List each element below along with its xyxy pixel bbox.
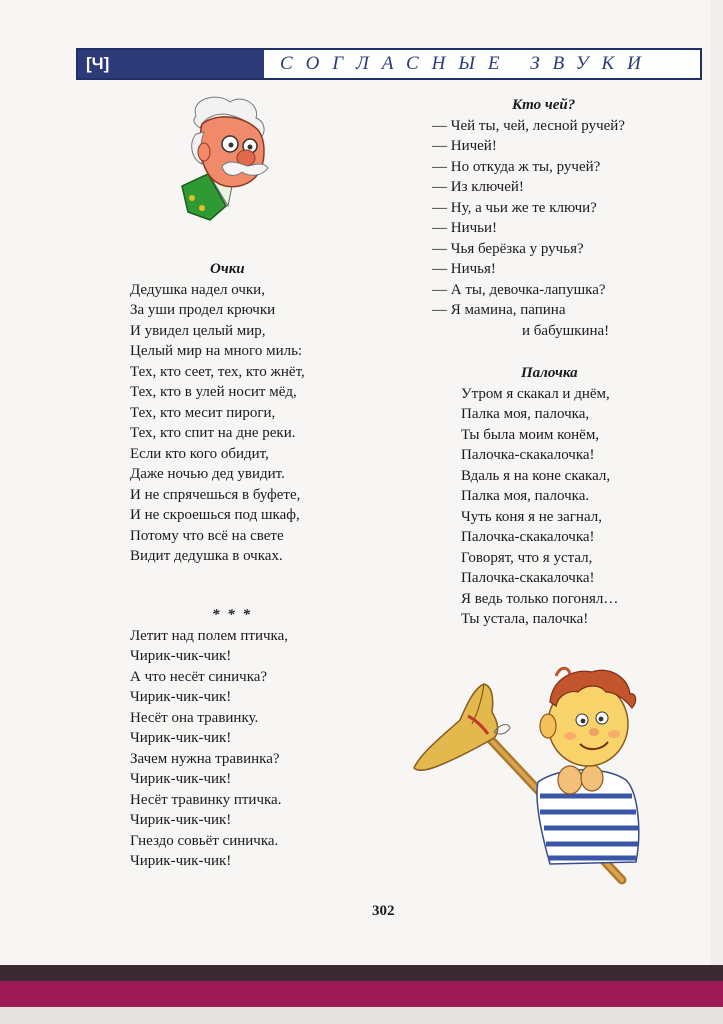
poem-title: Кто чей? (512, 97, 576, 113)
grandpa-icon (170, 94, 282, 222)
poem-line: — Ничьи! (432, 220, 498, 236)
poem-line: — Чей ты, чей, лесной ручей? (432, 117, 625, 134)
poem-line: Потому что всё на свете (130, 527, 284, 544)
poem-line: — Из ключей! (432, 179, 524, 195)
poem-line: Видит дедушка в очках. (130, 548, 283, 564)
poem-line: Чирик-чик-чик! (130, 689, 232, 705)
poem-line: Тех, кто спит на дне реки. (130, 425, 296, 441)
poem-line: Чуть коня я не загнал, (461, 508, 602, 525)
poem-line: Чирик-чик-чик! (130, 812, 232, 828)
poem-line: Чирик-чик-чик! (130, 648, 232, 664)
poem-title: * * * (212, 607, 252, 623)
poem-line: Дедушка надел очки, (130, 281, 265, 298)
poem-line: Тех, кто в улей носит мёд, (130, 384, 297, 400)
page-number: 302 (372, 903, 395, 919)
poem-line: — Ничья! (432, 261, 496, 277)
poem-line: — Я мамина, папина (432, 302, 566, 318)
poem-line: Чирик-чик-чик! (130, 853, 232, 869)
poem-line: — Ничей! (432, 138, 497, 154)
poem-line: — А ты, девочка-лапушка? (432, 281, 606, 298)
poem-line: — Ну, а чьи же те ключи? (432, 199, 597, 216)
scan-bottom-edge (0, 965, 723, 1024)
page-edge (711, 0, 723, 965)
poem-line: Чирик-чик-чик! (130, 771, 232, 787)
poem-line: Палка моя, палочка, (461, 406, 590, 422)
poem-line: Гнездо совьёт синичка. (130, 832, 279, 849)
poem-line: и бабушкина! (432, 322, 610, 339)
poem-line: Ты устала, палочка! (461, 611, 589, 627)
poem-line: За уши продел крючки (130, 302, 276, 318)
poem-line: А что несёт синичка? (130, 668, 268, 685)
poem-line: Тех, кто сеет, тех, кто жнёт, (130, 363, 305, 380)
boy-with-stick-horse-icon (410, 662, 666, 888)
poem-line: — Чья берёзка у ручья? (432, 240, 584, 257)
poem-line: И увидел целый мир, (130, 322, 266, 339)
poem-line: Целый мир на много миль: (130, 343, 303, 359)
poem-line: И не спрячешься в буфете, (130, 486, 301, 503)
poem-line: Если кто кого обидит, (130, 445, 269, 462)
poem-line: Летит над полем птичка, (130, 627, 289, 644)
poem-line: Вдаль я на коне скакал, (461, 467, 611, 484)
poem-line: Палочка-скакалочка! (461, 570, 595, 586)
poem-palochka (461, 363, 618, 630)
poem-line: Тех, кто месит пироги, (130, 404, 276, 421)
letter-badge: [Ч] (78, 50, 264, 78)
poem-line: Несёт она травинку. (130, 709, 259, 726)
poem-line: Палочка-скакалочка! (461, 447, 595, 463)
poem-line: Палочка-скакалочка! (461, 529, 595, 545)
poem-line: Утром я скакал и днём, (461, 385, 610, 402)
poem-line: Даже ночью дед увидит. (130, 466, 285, 482)
poem-title: Очки (210, 261, 245, 277)
section-title: СОГЛАСНЫЕ ЗВУКИ (264, 50, 700, 78)
poem-ptichka (130, 605, 288, 872)
poem-line: Чирик-чик-чик! (130, 730, 232, 746)
poem-ochki (130, 259, 305, 567)
poem-kto-chey (432, 95, 625, 341)
poem-line: — Но откуда ж ты, ручей? (432, 158, 601, 175)
poem-line: Я ведь только погонял… (461, 590, 619, 607)
poem-line: Палка моя, палочка. (461, 488, 590, 504)
poem-line: Зачем нужна травинка? (130, 750, 280, 767)
poem-line: Несёт травинку птичка. (130, 791, 282, 808)
poem-line: Говорят, что я устал, (461, 549, 593, 566)
section-header (76, 48, 702, 80)
poem-line: И не скроешься под шкаф, (130, 507, 300, 523)
poem-line: Ты была моим конём, (461, 426, 600, 443)
poem-title: Палочка (521, 365, 578, 381)
